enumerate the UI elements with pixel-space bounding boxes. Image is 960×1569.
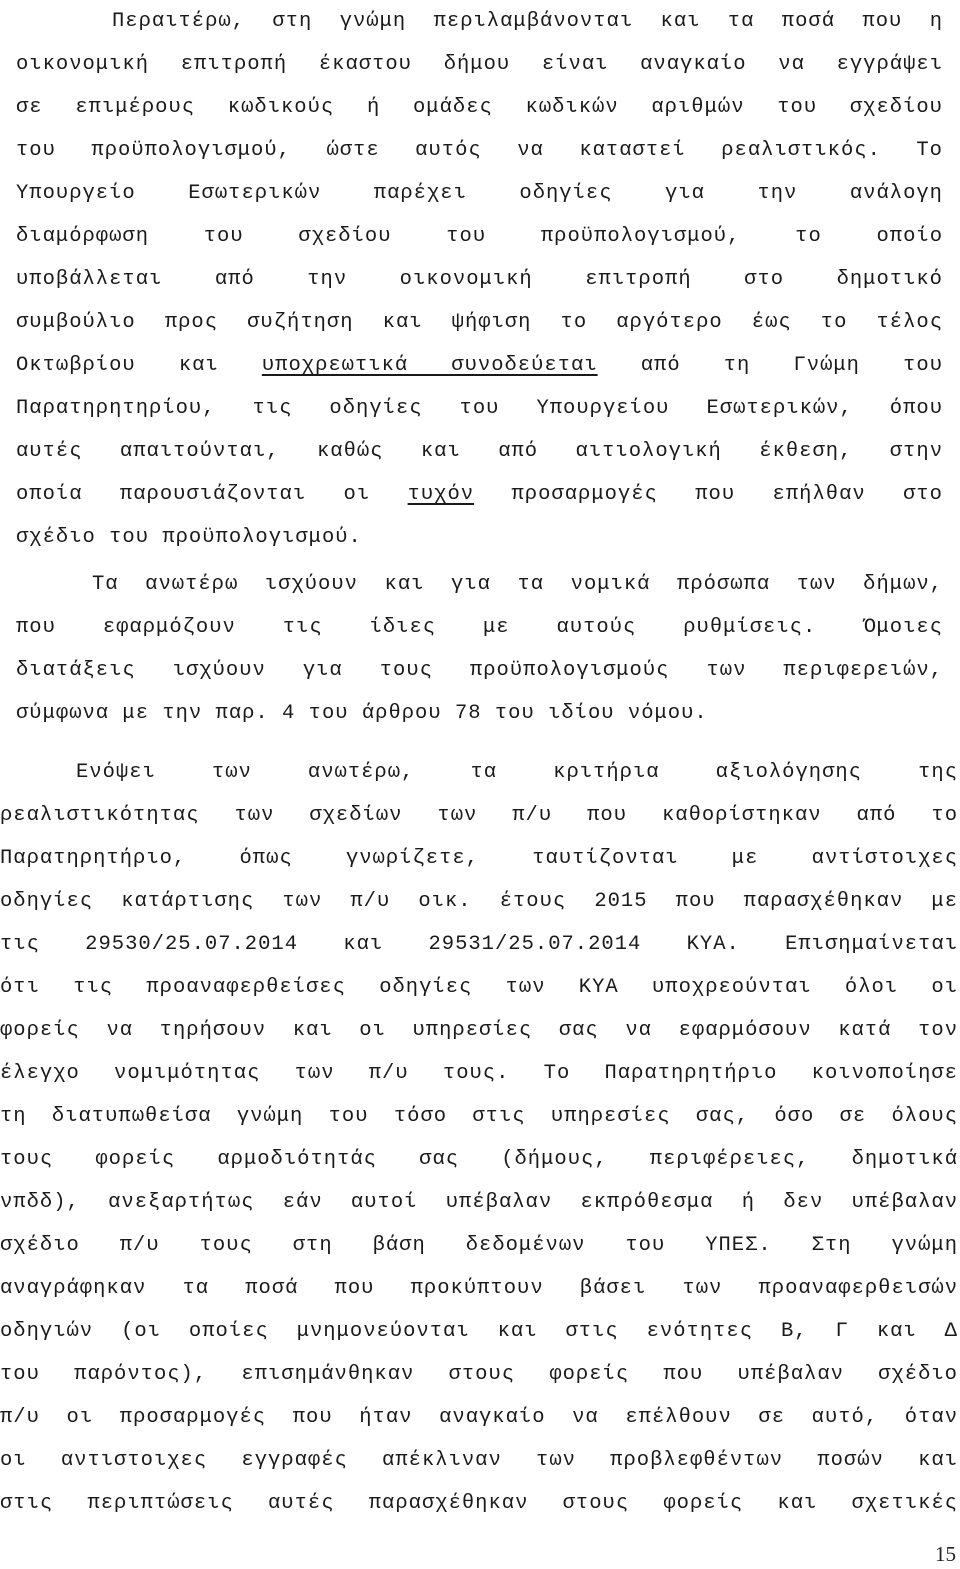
text-line: σύμφωνα με την παρ. 4 του άρθρου 78 του ιδίου νόμου. bbox=[16, 702, 708, 725]
text-line: τις 29530/25.07.2014 και 29531/25.07.2014 ΚΥΑ. Επισημαίνεται bbox=[0, 933, 958, 956]
text-segment: από τη Γνώμη του bbox=[597, 354, 943, 377]
text-line: αυτές απαιτούνται, καθώς και από αιτιολογική έκθεση, στην bbox=[16, 440, 943, 463]
paragraph-1 bbox=[16, 0, 943, 559]
text-line: σχέδιο του προϋπολογισμού. bbox=[16, 526, 362, 549]
text-line: τη διατυπωθείσα γνώμη του τόσο στις υπηρεσίες σας, όσο σε όλους bbox=[0, 1105, 958, 1128]
text-line bbox=[16, 344, 943, 387]
text-segment: προσαρμογές που επήλθαν στο bbox=[474, 483, 943, 506]
text-segment: οποία παρουσιάζονται οι bbox=[16, 483, 408, 506]
paragraph-2 bbox=[16, 563, 943, 735]
text-line: του παρόντος), επισημάνθηκαν στους φορείς που υπέβαλαν σχέδιο bbox=[0, 1363, 958, 1386]
underlined-text: υποχρεωτικά συνοδεύεται bbox=[261, 354, 598, 377]
underlined-text: τυχόν bbox=[407, 483, 475, 506]
text-line: οδηγίες κατάρτισης των π/υ οικ. έτους 2015 που παρασχέθηκαν με bbox=[0, 890, 958, 913]
text-line: που εφαρμόζουν τις ίδιες με αυτούς ρυθμίσεις. Όμοιες bbox=[16, 616, 943, 639]
text-line: π/υ οι προσαρμογές που ήταν αναγκαίο να επέλθουν σε αυτό, όταν bbox=[0, 1406, 958, 1429]
page-number: 15 bbox=[935, 1542, 956, 1566]
text-line bbox=[16, 473, 943, 516]
text-line: διαμόρφωση του σχεδίου του προϋπολογισμού, το οποίο bbox=[16, 225, 943, 248]
text-line: διατάξεις ισχύουν για τους προϋπολογισμούς των περιφερειών, bbox=[16, 659, 943, 682]
text-line: συμβούλιο προς συζήτηση και ψήφιση το αργότερο έως το τέλος bbox=[16, 311, 943, 334]
text-line: Παρατηρητήριο, όπως γνωρίζετε, ταυτίζονται με αντίστοιχες bbox=[0, 847, 958, 870]
text-line: έλεγχο νομιμότητας των π/υ τους. Το Παρατηρητήριο κοινοποίησε bbox=[0, 1062, 958, 1085]
text-line: στις περιπτώσεις αυτές παρασχέθηκαν στους φορείς και σχετικές bbox=[0, 1492, 958, 1515]
text-line: οι αντιστοιχες εγγραφές απέκλιναν των προβλεφθέντων ποσών και bbox=[0, 1449, 958, 1472]
text-line: οικονομική επιτροπή έκαστου δήμου είναι αναγκαίο να εγγράψει bbox=[16, 53, 943, 76]
text-line: Τα ανωτέρω ισχύουν και για τα νομικά πρόσωπα των δήμων, bbox=[92, 573, 943, 596]
text-line: σχέδιο π/υ τους στη βάση δεδομένων του ΥΠΕΣ. Στη γνώμη bbox=[0, 1234, 958, 1257]
text-line: Υπουργείο Εσωτερικών παρέχει οδηγίες για την ανάλογη bbox=[16, 182, 943, 205]
text-line: Παρατηρητηρίου, τις οδηγίες του Υπουργείου Εσωτερικών, όπου bbox=[16, 397, 943, 420]
text-line: Περαιτέρω, στη γνώμη περιλαμβάνονται και τα ποσά που η bbox=[112, 10, 943, 33]
text-line: νπδδ), ανεξαρτήτως εάν αυτοί υπέβαλαν εκπρόθεσμα ή δεν υπέβαλαν bbox=[0, 1191, 958, 1214]
text-segment: Οκτωβρίου και bbox=[16, 354, 262, 377]
text-line: αναγράφηκαν τα ποσά που προκύπτουν βάσει των προαναφερθεισών bbox=[0, 1277, 958, 1300]
text-line: ρεαλιστικότητας των σχεδίων των π/υ που καθορίστηκαν από το bbox=[0, 804, 958, 827]
text-line: ότι τις προαναφερθείσες οδηγίες των ΚΥΑ υποχρεούνται όλοι οι bbox=[0, 976, 958, 999]
text-line: σε επιμέρους κωδικούς ή ομάδες κωδικών αριθμών του σχεδίου bbox=[16, 96, 943, 119]
text-line: υποβάλλεται από την οικονομική επιτροπή στο δημοτικό bbox=[16, 268, 943, 291]
text-line: του προϋπολογισμού, ώστε αυτός να καταστεί ρεαλιστικός. Το bbox=[16, 139, 943, 162]
text-line: τους φορείς αρμοδιότητάς σας (δήμους, περιφέρειες, δημοτικά bbox=[0, 1148, 958, 1171]
paragraph-3 bbox=[0, 751, 958, 1525]
text-line: οδηγιών (οι οποίες μνημονεύονται και στις ενότητες Β, Γ και Δ bbox=[0, 1320, 958, 1343]
text-line: Ενόψει των ανωτέρω, τα κριτήρια αξιολόγησης της bbox=[76, 761, 958, 784]
text-line: φορείς να τηρήσουν και οι υπηρεσίες σας να εφαρμόσουν κατά τον bbox=[0, 1019, 958, 1042]
